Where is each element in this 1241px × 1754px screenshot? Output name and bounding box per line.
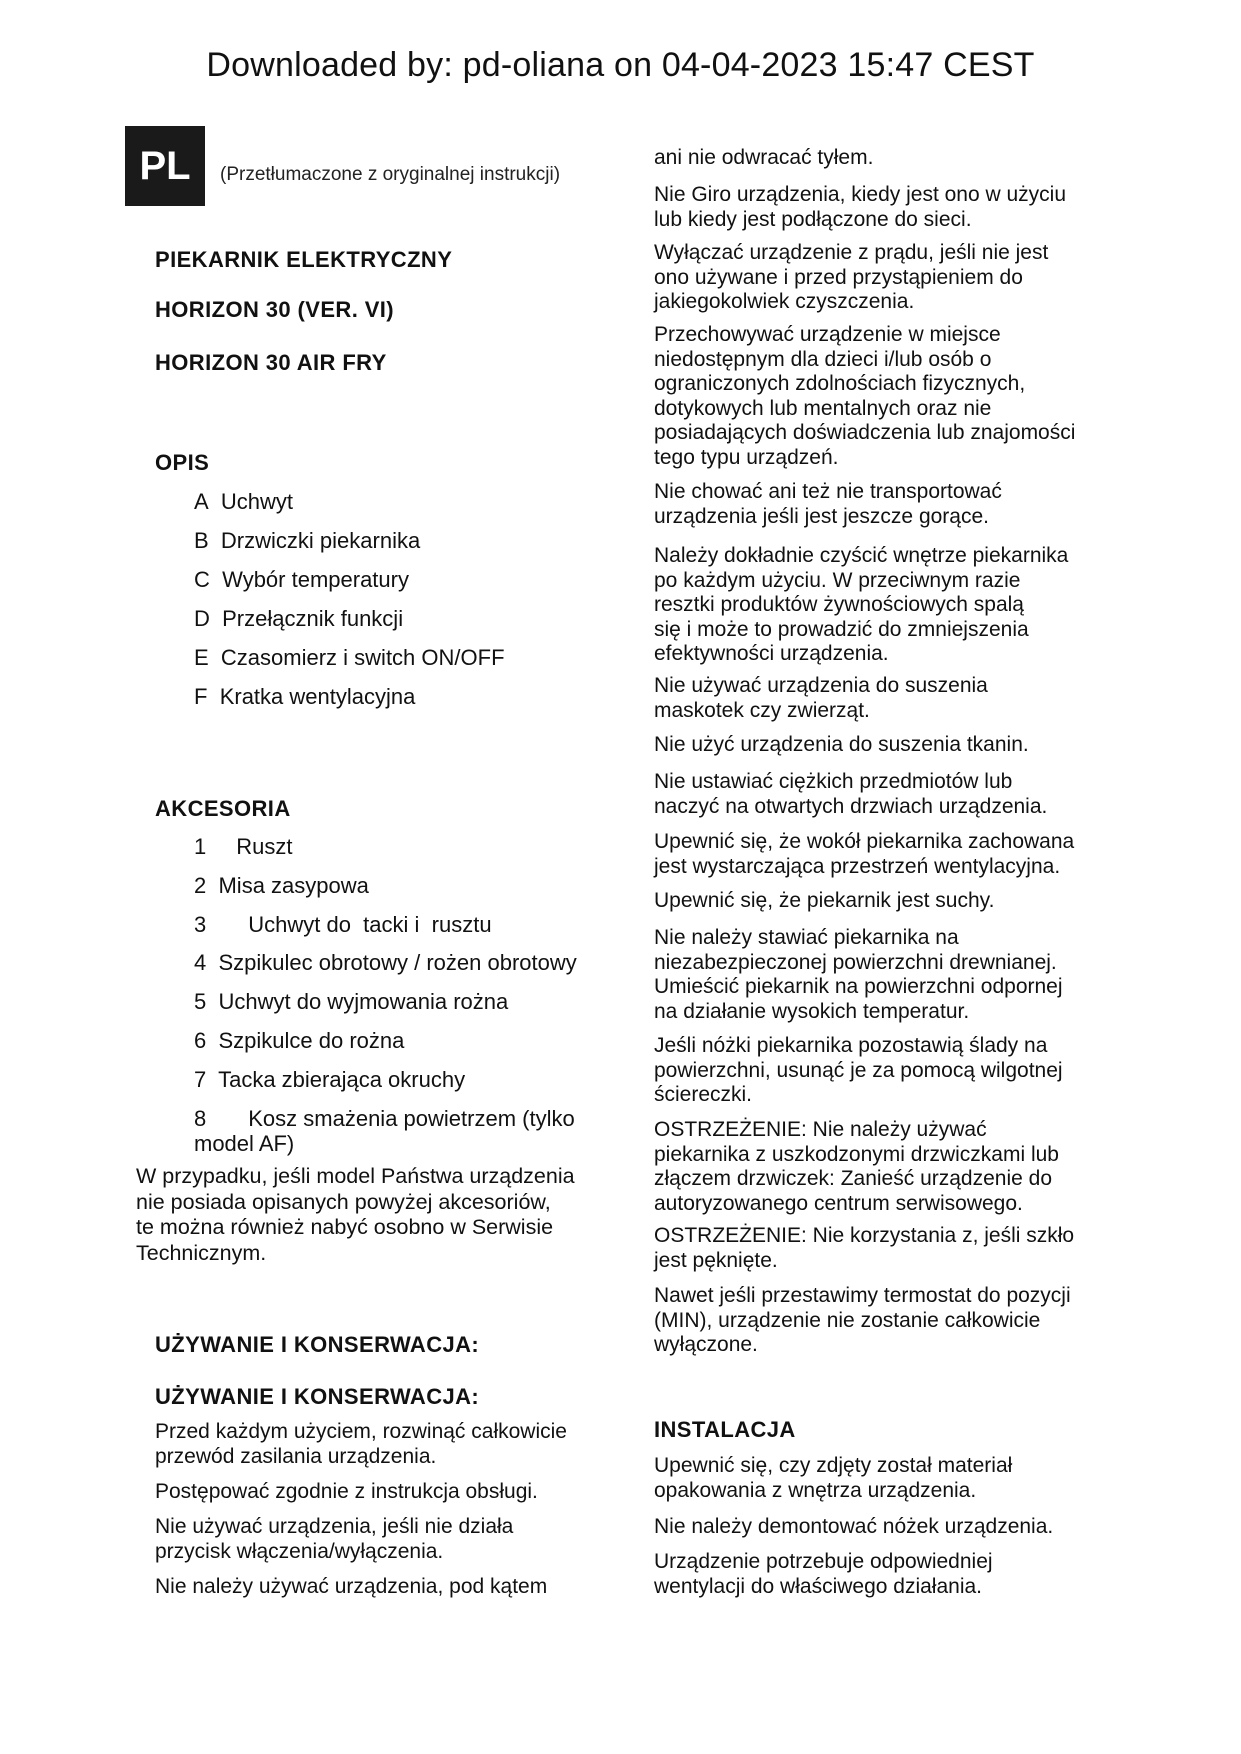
opis-item: D Przełącznik funkcji	[194, 606, 404, 631]
instalacja-paragraph: Nie należy demontować nóżek urządzenia.	[654, 1515, 1054, 1538]
akcesoria-item: 6 Szpikulce do rożna	[194, 1028, 405, 1053]
usage-paragraph: Nie należy używać urządzenia, pod kątem	[155, 1575, 548, 1598]
language-badge: PL	[125, 126, 205, 206]
opis-item: E Czasomierz i switch ON/OFF	[194, 645, 505, 670]
akcesoria-item: 8 Kosz smażenia powietrzem (tylko	[194, 1106, 575, 1131]
akcesoria-heading: AKCESORIA	[155, 796, 291, 821]
akcesoria-item: 1 Ruszt	[194, 834, 293, 859]
akcesoria-item: 2 Misa zasypowa	[194, 873, 369, 898]
right-paragraph: Nie używać urządzenia do suszenia maskotek czy zwierząt.	[654, 674, 988, 722]
right-paragraph: Należy dokładnie czyścić wnętrze piekarnika po każdym użyciu. W przeciwnym razie resztki produktów żywnościowych spalą się i może to prowadzić do zmniejszenia efektywności urządzenia.	[654, 544, 1069, 665]
download-info: Downloaded by: pd-oliana on 04-04-2023 15:47 CEST	[206, 46, 1035, 84]
usage-heading-1: UŻYWANIE I KONSERWACJA:	[155, 1332, 480, 1357]
product-type-title: PIEKARNIK ELEKTRYCZNY	[155, 247, 453, 272]
right-paragraph: Upewnić się, że wokół piekarnika zachowana jest wystarczająca przestrzeń wentylacyjna.	[654, 830, 1075, 878]
opis-heading: OPIS	[155, 450, 210, 475]
akcesoria-item-continuation: model AF)	[194, 1131, 295, 1156]
opis-item: B Drzwiczki piekarnika	[194, 528, 421, 553]
instalacja-paragraph: Upewnić się, czy zdjęty został materiał opakowania z wnętrza urządzenia.	[654, 1454, 1013, 1502]
right-paragraph: Nawet jeśli przestawimy termostat do pozycji (MIN), urządzenie nie zostanie całkowicie wyłączone.	[654, 1284, 1071, 1356]
opis-item: A Uchwyt	[194, 489, 294, 514]
instalacja-heading: INSTALACJA	[654, 1417, 796, 1442]
akcesoria-item: 7 Tacka zbierająca okruchy	[194, 1067, 466, 1092]
right-paragraph: Przechowywać urządzenie w miejsce niedostępnym dla dzieci i/lub osób o ograniczonych zdolnościach fizycznych, dotykowych lub mentalnych oraz nie posiadających doświadczenia lub znajomości tego typu urządzeń.	[654, 323, 1076, 469]
usage-heading-2: UŻYWANIE I KONSERWACJA:	[155, 1384, 480, 1409]
right-paragraph: Nie użyć urządzenia do suszenia tkanin.	[654, 733, 1029, 756]
instalacja-paragraph: Urządzenie potrzebuje odpowiedniej wentylacji do właściwego działania.	[654, 1550, 993, 1598]
right-paragraph: Wyłączać urządzenie z prądu, jeśli nie jest ono używane i przed przystąpieniem do jakiegokolwiek czyszczenia.	[654, 241, 1049, 313]
right-paragraph: Nie Giro urządzenia, kiedy jest ono w użyciu lub kiedy jest podłączone do sieci.	[654, 183, 1067, 231]
akcesoria-item: 5 Uchwyt do wyjmowania rożna	[194, 989, 509, 1014]
akcesoria-note: W przypadku, jeśli model Państwa urządzenia nie posiada opisanych powyżej akcesoriów, te można również nabyć osobno w Serwisie Technicznym.	[136, 1164, 575, 1265]
opis-item: C Wybór temperatury	[194, 567, 409, 592]
akcesoria-item: 3 Uchwyt do tacki i rusztu	[194, 912, 492, 937]
akcesoria-item: 4 Szpikulec obrotowy / rożen obrotowy	[194, 950, 577, 975]
model-title-2: HORIZON 30 AIR FRY	[155, 350, 387, 375]
opis-item: F Kratka wentylacyjna	[194, 684, 416, 709]
usage-paragraph: Przed każdym użyciem, rozwinąć całkowicie przewód zasilania urządzenia.	[155, 1420, 567, 1468]
usage-paragraph: Postępować zgodnie z instrukcja obsługi.	[155, 1480, 538, 1503]
usage-paragraph: Nie używać urządzenia, jeśli nie działa przycisk włączenia/wyłączenia.	[155, 1515, 514, 1563]
right-paragraph: ani nie odwracać tyłem.	[654, 146, 874, 169]
translation-note: (Przetłumaczone z oryginalnej instrukcji)	[220, 164, 561, 185]
right-paragraph: Nie ustawiać ciężkich przedmiotów lub naczyć na otwartych drzwiach urządzenia.	[654, 770, 1048, 818]
warning-paragraph: OSTRZEŻENIE: Nie należy używać piekarnika z uszkodzonymi drzwiczkami lub złączem drzwiczek: Zanieść urządzenie do autoryzowanego centrum serwisowego.	[654, 1118, 1059, 1215]
right-paragraph: Jeśli nóżki piekarnika pozostawią ślady na powierzchni, usunąć je za pomocą wilgotnej ściereczki.	[654, 1034, 1063, 1106]
model-title-1: HORIZON 30 (VER. VI)	[155, 297, 395, 322]
right-paragraph: Nie należy stawiać piekarnika na niezabezpieczonej powierzchni drewnianej. Umieścić piekarnik na powierzchni odpornej na działanie wysokich temperatur.	[654, 926, 1063, 1023]
right-paragraph: Nie chować ani też nie transportować urządzenia jeśli jest jeszcze gorące.	[654, 480, 1002, 528]
right-paragraph: Upewnić się, że piekarnik jest suchy.	[654, 889, 995, 912]
warning-paragraph: OSTRZEŻENIE: Nie korzystania z, jeśli szkło jest pęknięte.	[654, 1224, 1075, 1272]
